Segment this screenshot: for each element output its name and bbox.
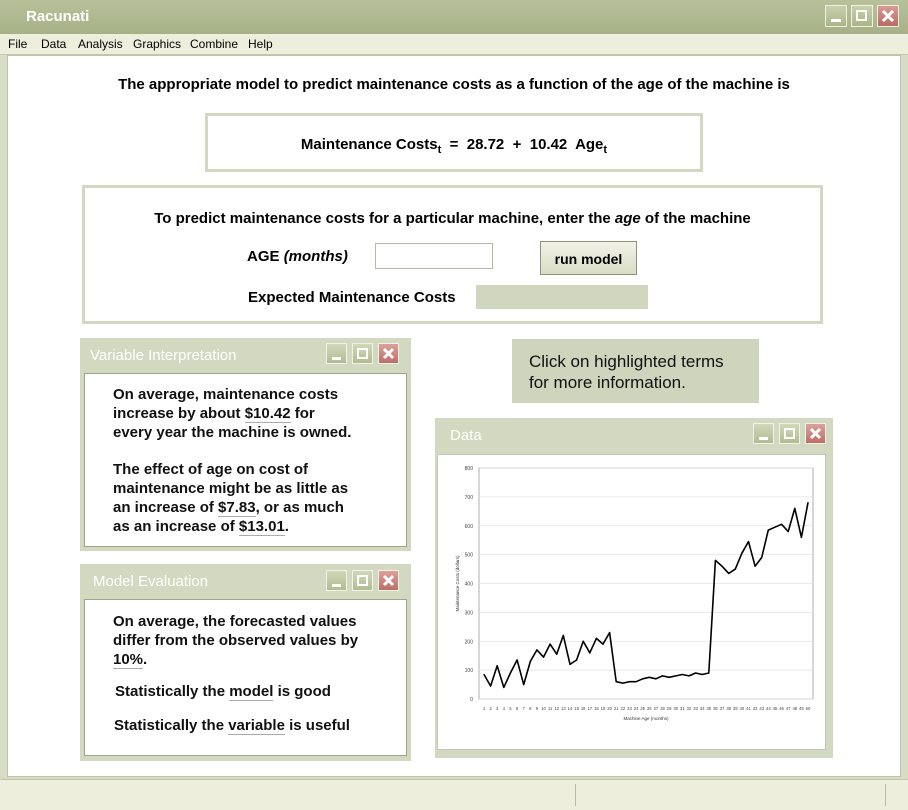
evaluation-text: On average, the forecasted values differ from the observed values by 10%. [113, 613, 359, 668]
x-tick-label: 20 [607, 706, 612, 711]
x-tick-label: 15 [574, 706, 579, 711]
x-tick-label: 12 [554, 706, 560, 711]
close-button[interactable] [877, 5, 899, 27]
data-point [516, 659, 517, 660]
menu-combine[interactable]: Combine [190, 37, 239, 51]
maximize-icon [856, 10, 867, 21]
minimize-icon [332, 584, 341, 587]
data-point [596, 638, 597, 639]
menu-bar [0, 34, 908, 55]
minimize-icon [831, 19, 841, 22]
error-percent-term[interactable]: 10% [113, 651, 144, 668]
y-tick-label: 100 [464, 668, 473, 675]
x-tick-label: 24 [633, 706, 639, 711]
x-tick-label: 25 [640, 706, 646, 711]
minimize-icon [759, 437, 768, 440]
data-point [483, 674, 484, 675]
data-point [583, 641, 584, 642]
x-tick-label: 11 [547, 706, 553, 711]
data-point [695, 672, 696, 673]
x-tick-label: 4 [502, 706, 506, 711]
panel-body [84, 599, 407, 756]
chart-area [437, 454, 826, 750]
data-point [708, 672, 709, 673]
hint-line-2: for more information. [529, 373, 686, 392]
variable-significance: Statistically the variable is useful [114, 717, 350, 734]
panel-minimize-button[interactable] [753, 423, 774, 444]
panel-close-button[interactable] [378, 343, 399, 364]
x-tick-label: 35 [706, 706, 712, 711]
status-bar [0, 779, 908, 810]
data-point [702, 674, 703, 675]
y-tick-label: 300 [464, 610, 473, 617]
x-tick-label: 29 [666, 706, 672, 711]
y-tick-label: 800 [464, 466, 473, 472]
x-tick-label: 14 [567, 706, 573, 711]
x-tick-label: 2 [489, 706, 492, 711]
interpretation-paragraph-2: The effect of age on cost of maintenance might be as little as an increase of $7.83, or as much as an increase of $13.01. [113, 461, 349, 535]
panel-body [84, 373, 407, 547]
hint-box [512, 339, 759, 403]
interpretation-paragraph-1: On average, maintenance costs increase by about $10.42 for every year the machine is owned. [113, 386, 352, 441]
data-point [609, 632, 610, 633]
data-point [662, 675, 663, 676]
data-point [755, 566, 756, 567]
data-point [523, 684, 524, 685]
x-tick-label: 13 [561, 706, 566, 711]
data-point [510, 672, 511, 673]
x-tick-label: 17 [587, 706, 593, 711]
data-point [774, 527, 775, 528]
x-tick-label: 6 [515, 706, 519, 711]
panel-close-button[interactable] [805, 423, 826, 444]
x-tick-label: 8 [529, 706, 532, 711]
panel-maximize-button[interactable] [779, 423, 800, 444]
x-tick-label: 43 [759, 706, 765, 711]
close-icon [379, 344, 398, 363]
variable-interpretation-panel [80, 338, 411, 551]
data-series-line [484, 503, 808, 688]
data-point [794, 508, 795, 509]
upper-bound-term[interactable]: $13.01 [238, 518, 285, 535]
x-tick-label: 50 [805, 706, 811, 711]
data-point [715, 560, 716, 561]
x-tick-label: 32 [686, 706, 692, 711]
x-tick-label: 41 [746, 706, 751, 711]
data-point [576, 659, 577, 660]
maximize-button[interactable] [851, 5, 873, 27]
data-point [543, 657, 544, 658]
data-point [602, 644, 603, 645]
panel-minimize-button[interactable] [326, 343, 347, 364]
x-tick-label: 7 [522, 706, 525, 711]
expected-costs-output [476, 285, 648, 309]
maintenance-cost-chart [438, 455, 825, 749]
x-tick-label: 37 [719, 706, 725, 711]
expected-costs-label: Expected Maintenance Costs [248, 289, 456, 306]
data-point [556, 654, 557, 655]
x-tick-label: 1 [482, 706, 486, 711]
lower-bound-term[interactable]: $7.83 [218, 499, 256, 516]
x-tick-label: 10 [541, 706, 546, 711]
x-tick-label: 28 [660, 706, 665, 711]
data-point [642, 678, 643, 679]
menu-analysis[interactable]: Analysis [78, 37, 123, 51]
data-point [721, 566, 722, 567]
data-point [761, 557, 762, 558]
data-point [801, 537, 802, 538]
minimize-icon [332, 357, 341, 360]
model-equation: Maintenance Costs$_t$ = 28.72 + 10.42 Age$_t$ [300, 136, 608, 156]
x-tick-label: 23 [627, 706, 632, 711]
menu-file[interactable]: File [8, 37, 28, 51]
x-tick-label: 44 [765, 706, 771, 711]
data-point [490, 685, 491, 686]
data-point [807, 502, 808, 503]
data-point [741, 553, 742, 554]
x-tick-label: 40 [739, 706, 745, 711]
data-point [682, 674, 683, 675]
x-tick-label: 21 [613, 706, 619, 711]
age-label: AGE (months) [247, 248, 348, 265]
equation-box [205, 113, 703, 172]
prediction-box [82, 185, 823, 324]
y-tick-label: 200 [464, 639, 473, 646]
data-point [728, 573, 729, 574]
x-tick-label: 5 [509, 706, 512, 711]
x-tick-label: 26 [646, 706, 652, 711]
data-point [635, 681, 636, 682]
y-tick-label: 600 [464, 523, 473, 530]
variable-term[interactable]: variable [228, 717, 285, 734]
slope-term[interactable]: $10.42 [244, 405, 291, 422]
maximize-icon [357, 575, 368, 586]
data-point [616, 681, 617, 682]
data-point [788, 531, 789, 532]
data-point [735, 568, 736, 569]
data-point [503, 687, 504, 688]
x-tick-label: 9 [535, 706, 539, 711]
close-icon [806, 424, 825, 443]
y-tick-label: 700 [464, 494, 473, 501]
panel-maximize-button[interactable] [352, 570, 373, 591]
minimize-button[interactable] [825, 5, 847, 27]
close-icon [379, 571, 398, 590]
x-tick-label: 45 [772, 706, 778, 711]
data-point [550, 644, 551, 645]
model-evaluation-panel [80, 564, 411, 761]
data-point [669, 677, 670, 678]
x-tick-label: 46 [779, 706, 784, 711]
data-point [748, 541, 749, 542]
y-tick-label: 500 [464, 552, 473, 559]
data-point [649, 677, 650, 678]
x-tick-label: 31 [680, 706, 685, 711]
panel-title: Variable Interpretation [90, 347, 237, 364]
x-tick-label: 19 [600, 706, 606, 711]
data-point [530, 661, 531, 662]
panel-minimize-button[interactable] [326, 570, 347, 591]
status-divider [885, 784, 886, 806]
model-significance: Statistically the model is good [115, 683, 331, 700]
x-tick-label: 47 [785, 706, 791, 711]
prediction-instruction: To predict maintenance costs for a particular machine, enter the age of the machine [154, 210, 751, 227]
data-point [497, 665, 498, 666]
panel-title: Model Evaluation [93, 573, 209, 590]
x-tick-label: 18 [594, 706, 599, 711]
data-point [768, 529, 769, 530]
data-point [536, 649, 537, 650]
x-tick-label: 3 [496, 706, 499, 711]
x-tick-label: 49 [799, 706, 804, 711]
menu-graphics[interactable]: Graphics [133, 37, 182, 51]
x-tick-label: 27 [653, 706, 659, 711]
data-point [569, 664, 570, 665]
maximize-icon [784, 428, 795, 439]
title-bar [0, 0, 908, 34]
model-heading: The appropriate model to predict maintenance costs as a function of the age of the machine is [118, 76, 790, 93]
menu-help[interactable]: Help [248, 37, 273, 51]
data-point [688, 675, 689, 676]
run-model-button[interactable]: run model [540, 241, 637, 275]
x-tick-label: 34 [699, 706, 705, 711]
close-icon [878, 6, 898, 26]
y-axis-label: Maintenance Costs (dollars) [455, 555, 460, 612]
x-tick-label: 16 [580, 706, 586, 711]
age-input[interactable] [375, 243, 493, 269]
x-tick-label: 30 [673, 706, 679, 711]
data-point [629, 681, 630, 682]
x-tick-label: 36 [713, 706, 718, 711]
data-point [622, 683, 623, 684]
x-tick-label: 33 [693, 706, 698, 711]
x-tick-label: 38 [726, 706, 731, 711]
x-tick-label: 22 [620, 706, 626, 711]
model-term[interactable]: model [229, 683, 274, 700]
x-tick-label: 42 [752, 706, 758, 711]
status-divider [575, 784, 576, 806]
data-point [589, 652, 590, 653]
x-tick-label: 39 [732, 706, 738, 711]
hint-line-1: Click on highlighted terms [529, 352, 724, 371]
app-title: Racunati [26, 8, 90, 25]
data-point [675, 675, 676, 676]
y-tick-label: 0 [470, 697, 473, 703]
data-point [563, 635, 564, 636]
data-point [655, 678, 656, 679]
panel-title: Data [450, 427, 482, 444]
maximize-icon [357, 348, 368, 359]
y-tick-label: 400 [464, 581, 473, 588]
menu-data[interactable]: Data [41, 37, 67, 51]
panel-close-button[interactable] [378, 570, 399, 591]
data-point [781, 524, 782, 525]
x-axis-label: Machine Age (months) [623, 716, 669, 721]
panel-maximize-button[interactable] [352, 343, 373, 364]
x-tick-label: 48 [792, 706, 798, 711]
